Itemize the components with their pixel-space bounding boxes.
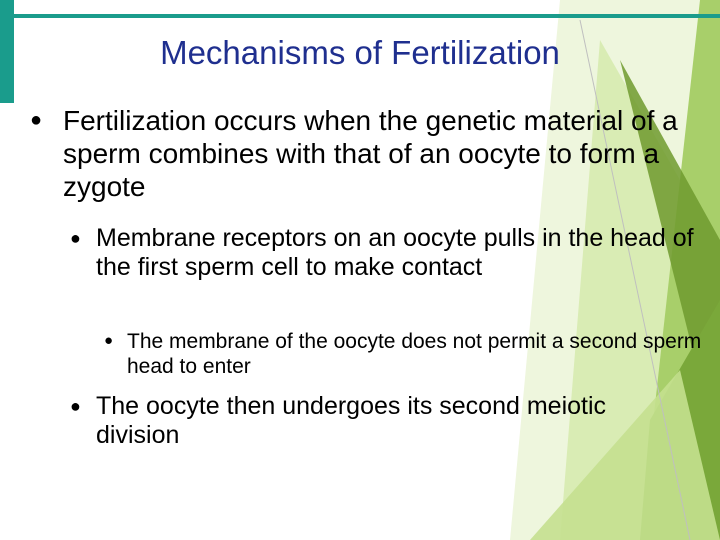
bullet-dot-icon: ● (70, 228, 81, 248)
accent-bar (0, 0, 14, 103)
bullet-level2-text: Membrane receptors on an oocyte pulls in the head of the first sperm cell to make contact (96, 224, 694, 281)
slide-title: Mechanisms of Fertilization (160, 34, 560, 71)
bullet-dot-icon: ● (30, 109, 43, 131)
bullet-level2-text: The oocyte then undergoes its second meiotic division (96, 392, 607, 449)
top-rule (14, 14, 720, 18)
bullet-level3-text: The membrane of the oocyte does not permit a second sperm head to enter (127, 330, 702, 378)
bullet-level1-text: Fertilization occurs when the genetic material of a sperm combines with that of an oocyte to form a zygote (63, 105, 678, 202)
bullet-dot-icon: ● (104, 332, 114, 349)
bullet-dot-icon: ● (70, 396, 81, 416)
